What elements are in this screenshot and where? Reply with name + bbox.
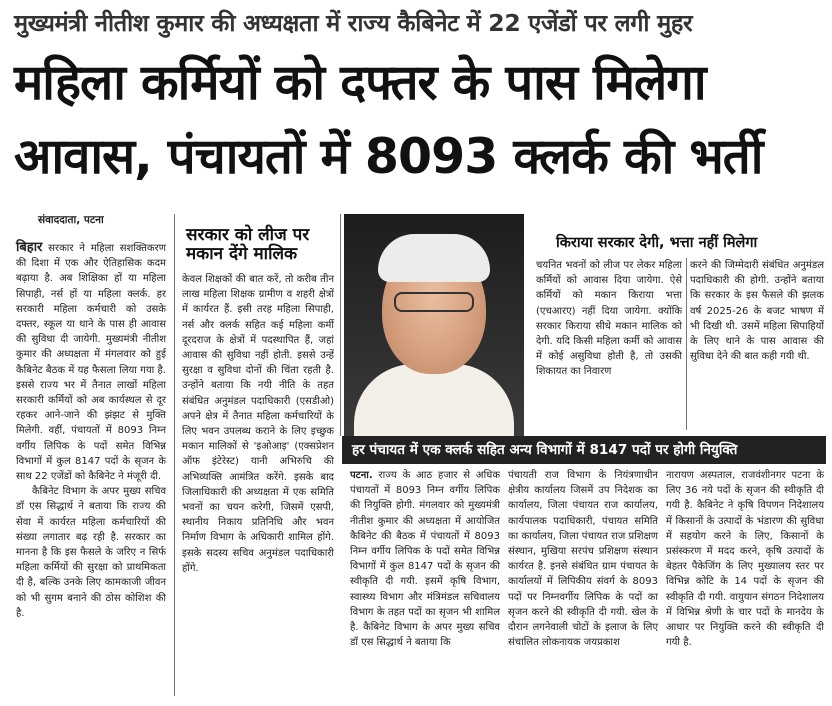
portrait-photo	[344, 214, 524, 436]
headline-line-2: आवास, पंचायतों में 8093 क्लर्क की भर्ती	[14, 128, 763, 185]
bottom-column-1	[350, 468, 500, 650]
left-column	[16, 240, 166, 621]
bottom-dateline: पटना.	[350, 470, 373, 481]
photo-kurta	[354, 364, 514, 436]
dateline: बिहार	[16, 240, 43, 255]
sub-headline-banner: हर पंचायत में एक क्लर्क सहित अन्य विभागों में 8147 पदों पर होगी नियुक्ति	[342, 436, 826, 464]
byline: संवाददाता, पटना	[38, 214, 104, 226]
divider	[686, 258, 687, 430]
left-column-para-2: कैबिनेट विभाग के अपर मुख्य सचिव डॉ एस सिद्धार्थ ने बताया कि राज्य की सेवा में कार्यरत महिला कर्मचारियों की संख्या लगातार बढ़ रही है. सरकार का मानना है कि इस फैसले के जरिए न सिर्फ महिला कर्मियों की सुरक्षा को प्राथमिकता दी है, बल्कि उनके लिए कामकाजी जीवन को भी सुगम बनाने की ठोस कोशिश की है.	[16, 486, 166, 619]
bottom-column-2: पंचायती राज विभाग के नियंत्रणाधीन क्षेत्रीय कार्यालय जिसमें उप निदेशक का कार्यालय, जिला पंचायत राज कार्यालय, कार्यपालक पदाधिकारी, पंचायत समिति का कार्यालय, जिला पंचायत राज प्रशिक्षण संस्थान, मुखिया सरपंच प्रशिक्षण संस्थान कार्यरत है. इनसे संबंधित ग्राम पंचायत के कार्यालयों में लिपिकीय संवर्ग के 8093 पदों पर निम्नवर्गीय लिपिक के पदों का सृजन करने की स्वीकृति दी गयी. खेल के दौरान लगनेवाली चोटों के इलाज के लिए संचालित लोकनायक जयप्रकाश	[508, 470, 658, 649]
headline-line-1: महिला कर्मियों को दफ्तर के पास मिलेगा	[14, 54, 706, 111]
divider	[340, 214, 341, 436]
photo-glasses	[394, 292, 474, 312]
kicker: मुख्यमंत्री नीतीश कुमार की अध्यक्षता में राज्य कैबिनेट में 22 एजेंडों पर लगी मुहर	[14, 9, 693, 37]
bottom-column-3: नारायण अस्पताल, राजवंशीनगर पटना के लिए 36 नये पदों के सृजन की स्वीकृति दी गयी है. कैबिनेट ने कृषि विपणन निदेशालय में किसानों के उत्पादों के भंडारण की सुविधा में सहयोग करने के लिए, किसानों के प्रसंस्करण में मदद करने, कृषि उत्पादों के बेहतर पैकेजिंग के लिए मुख्यालय स्तर पर विभिन्न कोटि के 14 पदों के सृजन की स्वीकृति दी गयी. वायुयान संगठन निदेशालय में विभिन्न श्रेणी के चार पदों के मानदेय के आधार पर नियुक्ति करने की स्वीकृति दी गयी है.	[666, 470, 824, 649]
box1-title: सरकार को लीज पर मकान देंगे मालिक	[186, 225, 310, 264]
bottom-column-1-text: राज्य के आठ हजार से अधिक पंचायतों में 8093 निम्न वर्गीय लिपिक की नियुक्ति होगी. मंगलवार को मुख्यमंत्री नीतीश कुमार की अध्यक्षता में आयोजित कैबिनेट की बैठक में पंचायतों में 8093 निम्न वर्गीय लिपिक के पदों समेत विभिन्न विभागों में कुल 8147 पदों के सृजन की स्वीकृति दी गयी. इसमें कृषि विभाग, स्वास्थ्य विभाग और मंत्रिमंडल सचिवालय विभाग के तहत पदों का सृजन भी शामिल है. कैबिनेट विभाग के अपर मुख्य सचिव डॉ एस सिद्धार्थ ने बताया कि	[350, 470, 500, 649]
divider	[174, 214, 175, 696]
left-column-para-1: सरकार ने महिला सशक्तिकरण की दिशा में एक और ऐतिहासिक कदम बढ़ाया है. अब शिक्षिका हों या महिला सिपाही, नर्स हों या महिला क्लर्क. हर सरकारी महिला कर्मचारी को उसके दफ्तर, स्कूल या थाने के पास ही आवास की सुविधा दी जायेगी. मुख्यमंत्री नीतीश कुमार की अध्यक्षता में मंगलवार को हुई कैबिनेट बैठक में यह फैसला लिया गया है. इससे राज्य भर में तैनात लाखों महिला सरकारी कर्मियों को अब कार्यस्थल से दूर रहकर आने-जाने की झंझट से मुक्ति मिलेगी. वहीं, पंचायतों में 8093 निम्न वर्गीय लिपिक के पदों समेत विभिन्न विभागों में कुल 8147 पदों के सृजन के साथ 22 एजेंडों को कैबिनेट ने मंजूरी दी.	[16, 243, 166, 483]
box2-title: किराया सरकार देगी, भत्ता नहीं मिलेगा	[556, 235, 758, 251]
photo-hair	[378, 234, 490, 282]
box1-body: केवल शिक्षकों की बात करें, तो करीब तीन लाख महिला शिक्षक ग्रामीण व शहरी क्षेत्रों में कार्यरत हैं. इसी तरह महिला सिपाही, नर्स और क्लर्क सहित कई महिला कर्मी दूरदराज के क्षेत्रों में पदस्थापित हैं, जहां आवास की सुविधा नहीं होती. इससे उन्हें सुरक्षा व सुविधा दोनों की चिंता रहती है. उन्होंने बताया कि नयी नीति के तहत संबंधित अनुमंडल पदाधिकारी (एसडीओ) अपने क्षेत्र में तैनात महिला कर्मचारियों के लिए भवन उपलब्ध कराने के लिए इच्छुक मकान मालिकों से 'इओआइ' (एक्सप्रेशन ऑफ इंटेरेस्ट) यानी अभिरुचि की अभिव्यक्ति आमंत्रित करेंगे. इसके बाद जिलाधिकारी की अध्यक्षता में एक समिति भवनों का चयन करेगी, जिसमें एसपी, स्थानीय निकाय प्रतिनिधि और भवन निर्माण विभाग के अधिकारी शामिल होंगे. इसके सदस्य सचिव अनुमंडल पदाधिकारी होंगे.	[182, 274, 334, 574]
box2-col-a: चयनित भवनों को लीज पर लेकर महिला कर्मियों को आवास दिया जायेगा. ऐसे कर्मियों को मकान किराया भत्ता (एचआरए) नहीं दिया जायेगा. क्योंकि सरकार किराया सीधे मकान मालिक को देगी. यदि किसी महिला कर्मी को आवास में कोई असुविधा होती है, तो उसकी शिकायत का निवारण	[536, 260, 682, 378]
box2-col-b: करने की जिम्मेदारी संबंधित अनुमंडल पदाधिकारी की होगी. उन्होंने बताया कि सरकार के इस फैसले की झलक वर्ष 2025-26 के बजट भाषण में भी दिखी थी. उसमें महिला सिपाहियों के लिए थाने के पास आवास की सुविधा देने की बात कही गयी थी.	[690, 260, 824, 363]
